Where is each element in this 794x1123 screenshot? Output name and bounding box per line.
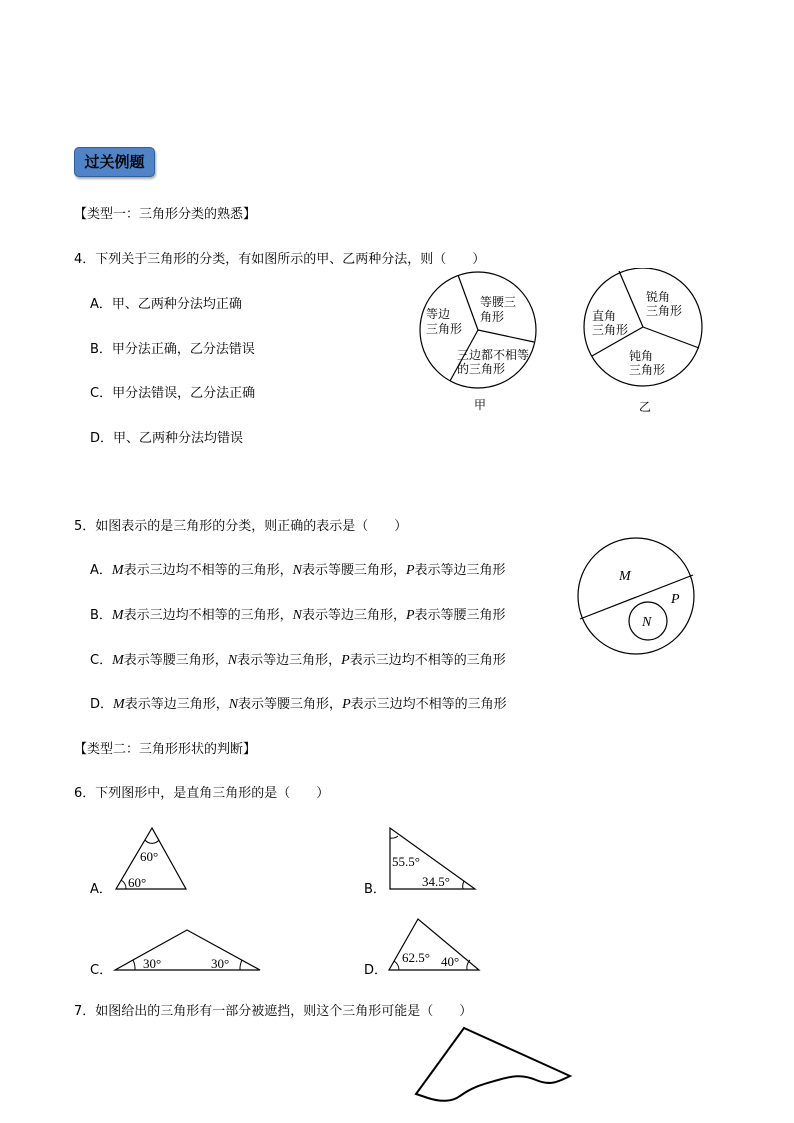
q5-b-p: P <box>405 608 415 623</box>
q5-a-m: M <box>111 563 124 578</box>
q5-c-p: P <box>341 653 350 668</box>
jia-region3-line1: 三边都不相等 <box>457 348 530 362</box>
q5-c-m: M <box>112 653 124 668</box>
q6-d-angle1: 62.5° <box>402 950 430 965</box>
q5-stem: 5．如图表示的是三角形的分类，则正确的表示是（ ） <box>74 519 408 534</box>
q6-option-b-label[interactable]: B． <box>364 882 386 897</box>
q5-d-t1: 表示等边三角形， <box>124 697 229 712</box>
q6-d-angle2: 40° <box>441 954 460 969</box>
type1-heading: 【类型一：三角形分类的熟悉】 <box>74 207 257 222</box>
q6-a-top-angle: 60° <box>140 849 159 864</box>
jia-region3-line2: 的三角形 <box>457 362 506 376</box>
type2-heading: 【类型二：三角形形状的判断】 <box>74 742 257 757</box>
q5-a-label: A． <box>90 563 112 578</box>
yi-region2-line1: 锐角 <box>646 290 671 304</box>
q6-c-angle2: 30° <box>211 956 230 971</box>
q5-d-m: M <box>113 697 125 712</box>
q5-b-t1: 表示三边均不相等的三角形， <box>123 608 293 623</box>
q5-d-t3: 表示三边均不相等的三角形 <box>350 697 507 712</box>
jia-region1-line1: 等边 <box>426 307 451 321</box>
q4-stem: 4．下列关于三角形的分类，有如图所示的甲、乙两种分法，则（ ） <box>74 252 486 267</box>
q5-d-n: N <box>228 697 239 712</box>
pie-jia <box>420 272 536 412</box>
yi-region3-line1: 钝角 <box>629 349 654 363</box>
q4-option-d[interactable]: D．甲、乙两种分法均错误 <box>90 431 244 446</box>
yi-region3-line2: 三角形 <box>629 363 666 377</box>
q5-b-t3: 表示等腰三角形 <box>414 608 506 623</box>
q5-a-n: N <box>292 563 302 578</box>
q5-a-t1: 表示三边均不相等的三角形， <box>123 563 293 578</box>
q6-option-d-label[interactable]: D． <box>364 963 388 978</box>
q6-triangle-b[interactable] <box>384 823 482 895</box>
q5-b-t2: 表示等边三角形， <box>301 608 406 623</box>
q5-d-t2: 表示等腰三角形， <box>238 697 343 712</box>
yi-region2-line2: 三角形 <box>646 304 683 318</box>
q7-stem: 7．如图给出的三角形有一部分被遮挡，则这个三角形可能是（ ） <box>74 1004 473 1019</box>
pie-yi <box>584 268 702 414</box>
q4-option-a[interactable]: A．甲、乙两种分法均正确 <box>90 297 242 312</box>
yi-region1-line1: 直角 <box>592 309 617 323</box>
q5-c-label: C． <box>90 653 113 668</box>
q6-b-angle1: 55.5° <box>392 854 420 869</box>
q5-option-a[interactable] <box>90 559 506 579</box>
q6-triangle-c[interactable] <box>110 924 265 974</box>
q5-b-label: B． <box>90 608 112 623</box>
q5-option-b[interactable] <box>90 604 506 624</box>
q5-fig-m: M <box>619 569 631 584</box>
q5-d-p: P <box>342 697 351 712</box>
q7-covered-triangle <box>408 1024 578 1109</box>
q4-figures <box>410 268 710 418</box>
q5-c-t2: 表示等边三角形， <box>237 653 342 668</box>
jia-region1-line2: 三角形 <box>426 322 463 336</box>
q6-option-c-label[interactable]: C． <box>90 963 113 978</box>
jia-caption: 甲 <box>474 398 487 412</box>
section-badge: 过关例题 <box>74 147 155 177</box>
q5-c-n: N <box>227 653 238 668</box>
q5-c-t1: 表示等腰三角形， <box>123 653 228 668</box>
q6-triangle-a[interactable] <box>110 823 195 895</box>
q4-option-c[interactable]: C．甲分法错误，乙分法正确 <box>90 386 256 401</box>
q5-d-label: D． <box>90 697 114 712</box>
q5-option-d[interactable] <box>90 693 507 713</box>
q6-triangle-d[interactable] <box>384 914 484 974</box>
q5-a-t2: 表示等腰三角形， <box>301 563 406 578</box>
jia-region2-line1: 等腰三 <box>480 295 517 309</box>
q5-a-p: P <box>405 563 415 578</box>
q5-option-c[interactable] <box>90 649 506 669</box>
q5-b-m: M <box>111 608 124 623</box>
yi-region1-line2: 三角形 <box>592 323 629 337</box>
q5-c-t3: 表示三边均不相等的三角形 <box>349 653 506 668</box>
q6-c-angle1: 30° <box>143 956 162 971</box>
q5-b-n: N <box>292 608 302 623</box>
jia-region2-line2: 角形 <box>480 310 505 324</box>
q5-figure <box>575 535 700 660</box>
yi-caption: 乙 <box>639 400 652 414</box>
q4-option-b[interactable]: B．甲分法正确，乙分法错误 <box>90 342 255 357</box>
q6-stem: 6．下列图形中，是直角三角形的是（ ） <box>74 786 330 801</box>
q5-fig-p: P <box>671 592 680 607</box>
q5-a-t3: 表示等边三角形 <box>414 563 506 578</box>
q5-fig-n: N <box>642 615 652 630</box>
q6-a-left-angle: 60° <box>128 875 147 890</box>
q6-option-a-label[interactable]: A． <box>90 882 112 897</box>
q6-b-angle2: 34.5° <box>422 874 450 889</box>
